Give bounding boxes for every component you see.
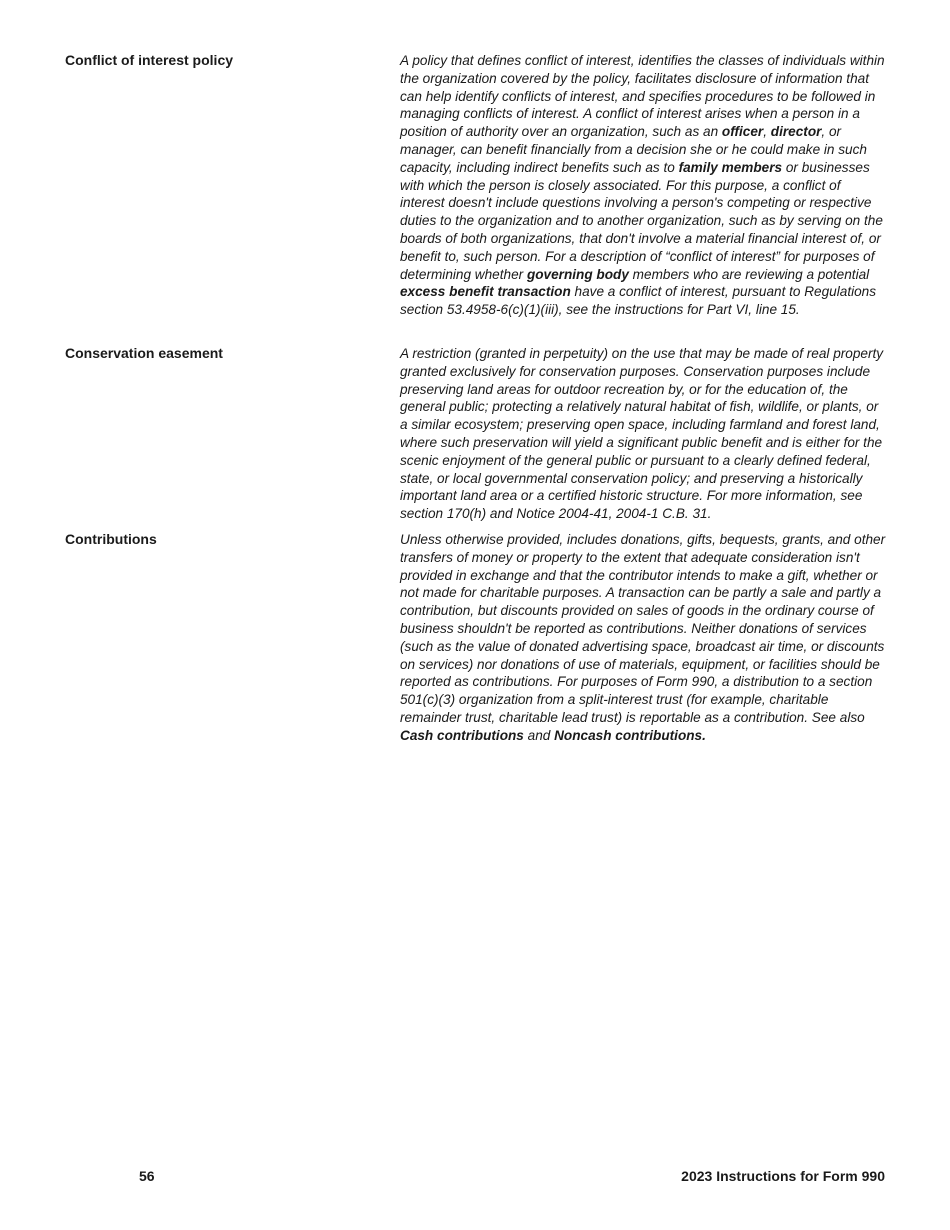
definition-text: , (763, 124, 771, 140)
definition-text: Unless otherwise provided, includes donations, gifts, bequests, grants, and other transfers of money or property to the extent that adequate consideration isn't provided in exchange and that the contributor intends to make a gift, whether or not made for charitable purposes. A transaction can be partly a sale and partly a contribution, but discounts provided on sales of goods in the ordinary course of business shouldn't be reported as contributions. Neither donations of services (such as the value of donated advertising space, broadcast air time, or discounts on services) nor donations of use of materials, equipment, or facilities should be reported as contributions. For purposes of Form 990, a distribution to a section 501(c)(3) organization from a split-interest trust (for example, charitable remainder trust, charitable lead trust) is reportable as a contribution. See also (400, 532, 886, 725)
definition-text: A policy that defines conflict of interest, identifies the classes of individuals within the organization covered by the policy, facilitates disclosure of information that can help identify conflicts of interest, and specifies procedures to be followed in managing conflicts of interest. A conflict of interest arises when a person in a position of authority over an organization, such as an (400, 53, 885, 140)
defined-term-emphasis: governing body (526, 266, 629, 282)
definition-text: have a conflict of interest, pursuant to Regulations section 53.4958-6(c)(1)(iii), see the instructions for Part VI, line 15. (400, 284, 877, 318)
definition-text: or businesses with which the person is closely associated. For this purpose, a conflict of interest doesn't include questions involving a person's competing or respective duties to the organization and to another organization, such as by serving on the boards of both organizations, that don't involve a material financial interest of, or benefit to, such person. For a description of “conflict of interest” for purposes of determining whether (400, 159, 883, 282)
defined-term-emphasis: excess benefit transaction (400, 284, 571, 300)
glossary-term: Contributions (65, 531, 157, 547)
defined-term-emphasis: Noncash contributions. (554, 727, 706, 743)
glossary-definition (400, 531, 886, 745)
definition-text: A restriction (granted in perpetuity) on the use that may be made of real property granted exclusively for conservation purposes. Conservation purposes include preserving land areas for outdoor recreation by, or for the education of, the general public; protecting a relatively natural habitat of fish, wildlife, or plants, or a similar ecosystem; preserving open space, including farmland and forest land, where such preservation will yield a significant public benefit and is either for the scenic enjoyment of the general public or pursuant to a clearly defined federal, state, or local governmental conservation policy; and preserving a historically important land area or a certified historic structure. For more information, see section 170(h) and Notice 2004-41, 2004-1 C.B. 31. (400, 346, 884, 522)
definition-text: and (523, 727, 555, 743)
definition-text: members who are reviewing a potential (628, 266, 870, 282)
glossary-definition (400, 52, 886, 319)
defined-term-emphasis: officer (721, 124, 764, 140)
defined-term-emphasis: family members (678, 159, 783, 175)
defined-term-emphasis: Cash contributions (400, 727, 524, 743)
glossary-term: Conservation easement (65, 345, 223, 361)
definition-text: , or manager, can benefit financially from a decision she or he could make in such capacity, including indirect benefits such as to (400, 124, 867, 175)
document-title: 2023 Instructions for Form 990 (681, 1168, 885, 1184)
glossary-definition (400, 345, 886, 523)
defined-term-emphasis: director (770, 124, 822, 140)
page-number: 56 (139, 1168, 155, 1184)
glossary-term: Conflict of interest policy (65, 52, 234, 68)
